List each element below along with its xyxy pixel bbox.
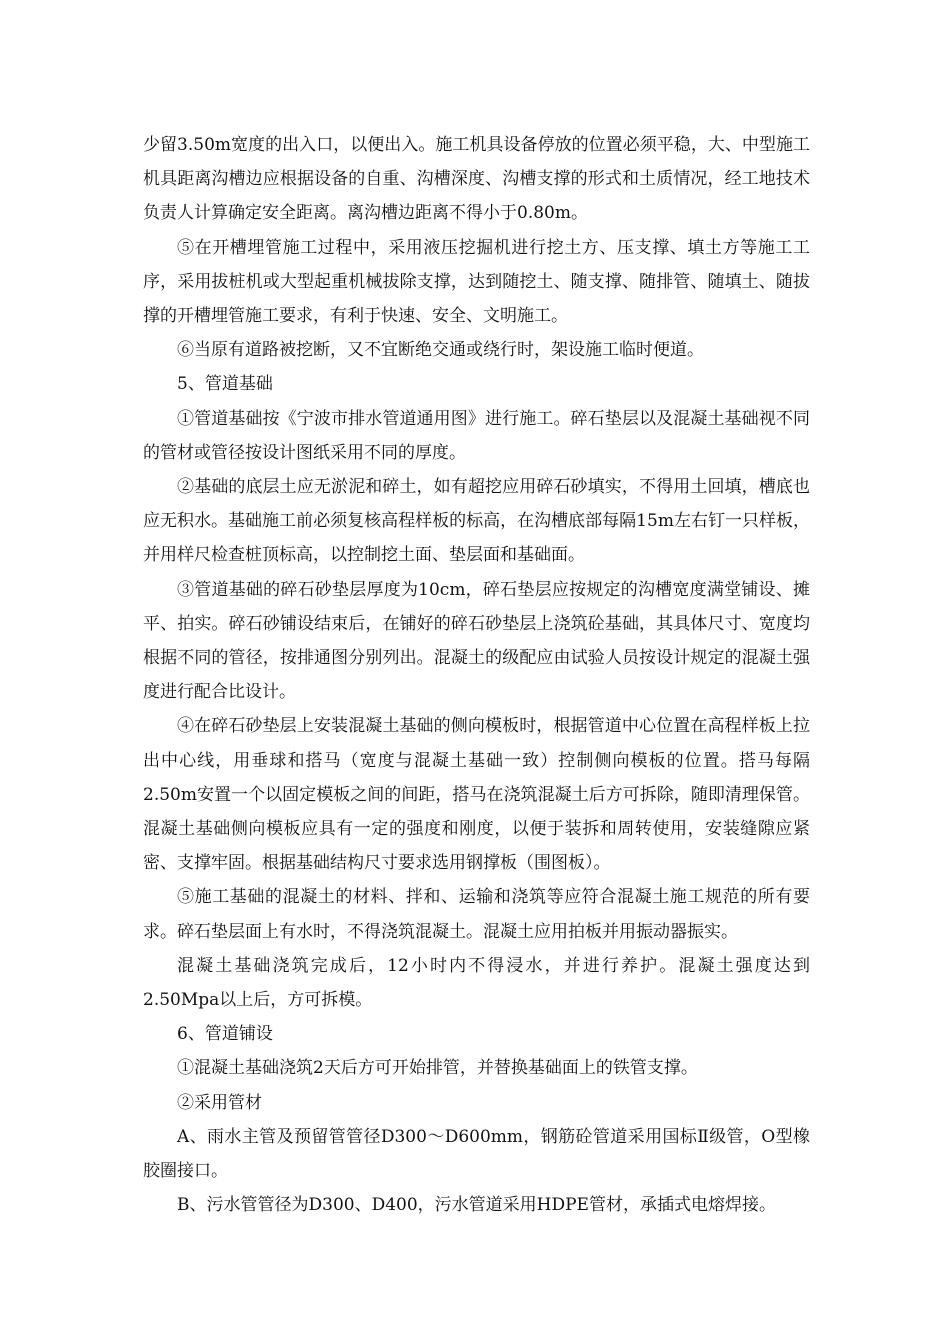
paragraph-7: ④在碎石砂垫层上安装混凝土基础的侧向模板时，根据管道中心位置在高程样板上拉出中心线，用垂球和搭马（宽度与混凝土基础一致）控制侧向模板的位置。搭马每隔2.50m安置一个以固定模板之间的间距，搭马在浇筑混凝土后方可拆除，随即清理保管。混凝土基础侧向模板应具有一定的强度和刚度，以便于装拆和周转使用，安装缝隙应紧密、支撑牢固。根据基础结构尺寸要求选用钢撑板（围图板）。 (143, 716, 810, 874)
paragraph-10: ①混凝土基础浇筑2天后方可开始排管，并替换基础面上的铁管支撑。 (177, 1058, 698, 1079)
paragraph-12: A、雨水主管及预留管管径D300～D600mm，钢筋砼管道采用国标Ⅱ级管，O型橡胶圈接口。 (143, 1126, 810, 1182)
paragraph-9: 混凝土基础浇筑完成后，12小时内不得浸水，并进行养护。混凝土强度达到2.50Mpa以上后，方可拆模。 (143, 955, 810, 1011)
section-heading-6: 6、管道铺设 (177, 1024, 273, 1045)
paragraph-5: ②基础的底层土应无淤泥和碎土，如有超挖应用碎石砂填实，不得用土回填，槽底也应无积水。基础施工前必须复核高程样板的标高，在沟槽底部每隔15m左右钉一只样板，并用样尺检查桩顶标高，以控制挖土面、垫层面和基础面。 (143, 477, 810, 566)
paragraph-3: ⑥当原有道路被挖断，又不宜断绝交通或绕行时，架设施工临时便道。 (177, 340, 704, 361)
paragraph-13: B、污水管管径为D300、D400，污水管道采用HDPE管材，承插式电熔焊接。 (177, 1195, 776, 1216)
section-heading-5: 5、管道基础 (177, 374, 273, 395)
paragraph-1: 少留3.50m宽度的出入口，以便出入。施工机具设备停放的位置必须平稳，大、中型施工机具距离沟槽边应根据设备的自重、沟槽深度、沟槽支撑的形式和土质情况，经工地技术负责人计算确定安全距离。离沟槽边距离不得小于0.80m。 (143, 135, 810, 224)
paragraph-8: ⑤施工基础的混凝土的材料、拌和、运输和浇筑等应符合混凝土施工规范的所有要求。碎石垫层面上有水时，不得浇筑混凝土。混凝土应用拍板并用振动器振实。 (143, 887, 810, 942)
document-page (143, 128, 810, 1223)
paragraph-11: ②采用管材 (177, 1092, 262, 1113)
paragraph-2: ⑤在开槽埋管施工过程中，采用液压挖掘机进行挖土方、压支撑、填土方等施工工序，采用拔桩机或大型起重机械拔除支撑，达到随挖土、随支撑、随排管、随填土、随拔撑的开槽埋管施工要求，有利于快速、安全、文明施工。 (143, 237, 810, 327)
paragraph-4: ①管道基础按《宁波市排水管道通用图》进行施工。碎石垫层以及混凝土基础视不同的管材或管径按设计图纸采用不同的厚度。 (143, 408, 810, 463)
paragraph-6: ③管道基础的碎石砂垫层厚度为10cm，碎石垫层应按规定的沟槽宽度满堂铺设、摊平、拍实。碎石砂铺设结束后，在铺好的碎石砂垫层上浇筑砼基础，其具体尺寸、宽度均根据不同的管径，按排通图分别列出。混凝土的级配应由试验人员按设计规定的混凝土强度进行配合比设计。 (143, 579, 810, 703)
